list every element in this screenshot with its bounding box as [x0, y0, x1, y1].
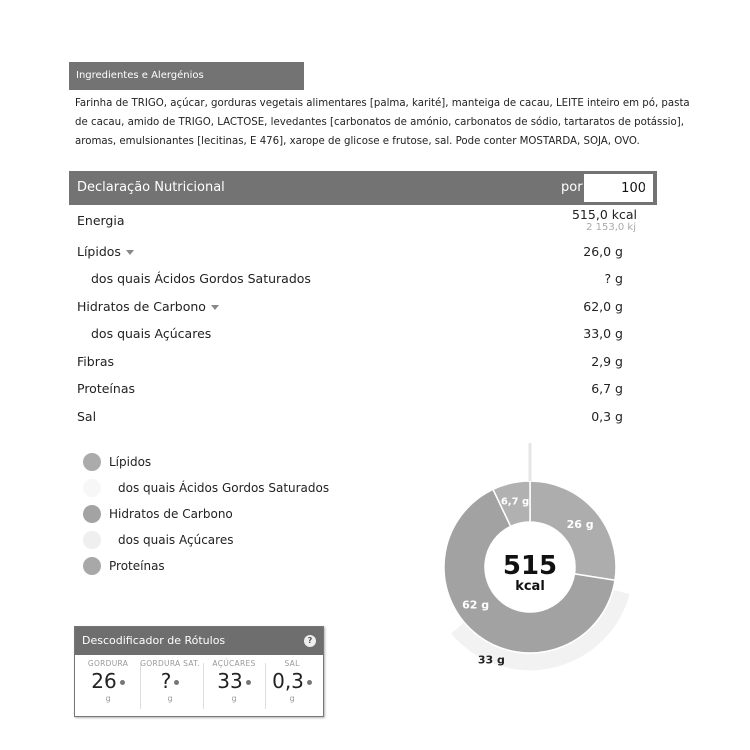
legend-swatch [83, 505, 101, 523]
energy-label: Energia [77, 213, 125, 228]
energy-kj: 2 153,0 kj [586, 222, 636, 233]
nutrient-row-sugars [77, 326, 623, 346]
nutrient-value: 2,9 g [591, 354, 623, 369]
donut-label-lipids: 26 g [566, 518, 594, 532]
nutrient-value: 6,7 g [591, 381, 623, 396]
nutrient-row-protein [77, 381, 623, 401]
decoder-cell-salt: SAL 0,3 g [261, 659, 323, 715]
nutrient-row-fibre [77, 354, 623, 374]
donut-center-value: 515 [502, 551, 558, 581]
decoder-header: Descodificador de Rótulos ? [75, 627, 323, 655]
decoder-cell-sugars: AÇÚCARES 33 g [212, 659, 256, 703]
legend-label: Proteínas [109, 559, 165, 573]
per-label: por [561, 180, 583, 195]
legend-swatch [83, 453, 101, 471]
donut-label-proteins: 6,7 g [500, 496, 530, 508]
legend-label: dos quais Açúcares [118, 533, 234, 547]
indicator-dot-icon [307, 680, 312, 685]
indicator-dot-icon [174, 680, 179, 685]
donut-center-unit: kcal [515, 579, 545, 594]
nutrient-label: dos quais Açúcares [91, 326, 212, 341]
nutrient-row-salt [77, 409, 623, 429]
nutrient-value: 0,3 g [591, 409, 623, 424]
macro-donut-chart [420, 440, 660, 700]
energy-row [77, 207, 637, 233]
decoder-cell-fat: GORDURA 26 g [87, 659, 129, 703]
nutrient-label: Hidratos de Carbono [77, 299, 219, 314]
nutrient-value: 26,0 g [583, 244, 623, 259]
nutrition-title: Declaração Nutricional [77, 180, 225, 195]
legend-swatch [83, 479, 101, 497]
nutrient-row-carbs[interactable] [77, 299, 623, 319]
amount-unit: g [644, 180, 653, 195]
legend-swatch [83, 557, 101, 575]
indicator-dot-icon [120, 680, 125, 685]
nutrient-label: Sal [77, 409, 97, 424]
legend-label: dos quais Ácidos Gordos Saturados [118, 481, 330, 495]
nutrient-value: 33,0 g [583, 326, 623, 341]
nutrient-label: Lípidos [77, 244, 134, 259]
nutrient-value: 62,0 g [583, 299, 623, 314]
decoder-cell-saturated: GORDURA SAT. ? g [140, 659, 200, 703]
help-icon[interactable]: ? [304, 635, 316, 647]
indicator-dot-icon [246, 680, 251, 685]
caret-down-icon[interactable] [126, 250, 134, 255]
nutrient-row-saturated [77, 271, 623, 291]
label-decoder-panel [74, 626, 324, 717]
nutrient-label: Fibras [77, 354, 114, 369]
nutrient-label: Proteínas [77, 381, 135, 396]
energy-kcal: 515,0 kcal [571, 207, 637, 222]
caret-down-icon[interactable] [211, 305, 219, 310]
amount-input[interactable] [584, 174, 653, 202]
nutrient-label: dos quais Ácidos Gordos Saturados [91, 271, 311, 286]
nutrient-value: ? g [604, 271, 623, 286]
donut-label-sugars: 33 g [477, 653, 505, 667]
legend-swatch [83, 531, 101, 549]
legend-label: Hidratos de Carbono [109, 507, 233, 521]
donut-label-carbs: 62 g [462, 598, 490, 612]
ingredients-text: Farinha de TRIGO, açúcar, gorduras vegetais alimentares [palma, karité], manteiga de cacau, LEITE inteiro em pó, pasta de cacau, amido de TRIGO, LACTOSE, levedantes [carbonatos de amónio, carbonatos de sódio, tartaratos de potássio], aromas, emulsionantes [lecitinas, E 476], xarope de glicose e frutose, sal. Pode conter MOSTARDA, SOJA, OVO. [75, 98, 690, 147]
nutrition-header [69, 171, 657, 205]
ingredients-header: Ingredientes e Alergénios [69, 62, 304, 90]
nutrient-row-lipids[interactable] [77, 244, 623, 264]
legend-label: Lípidos [109, 455, 152, 469]
